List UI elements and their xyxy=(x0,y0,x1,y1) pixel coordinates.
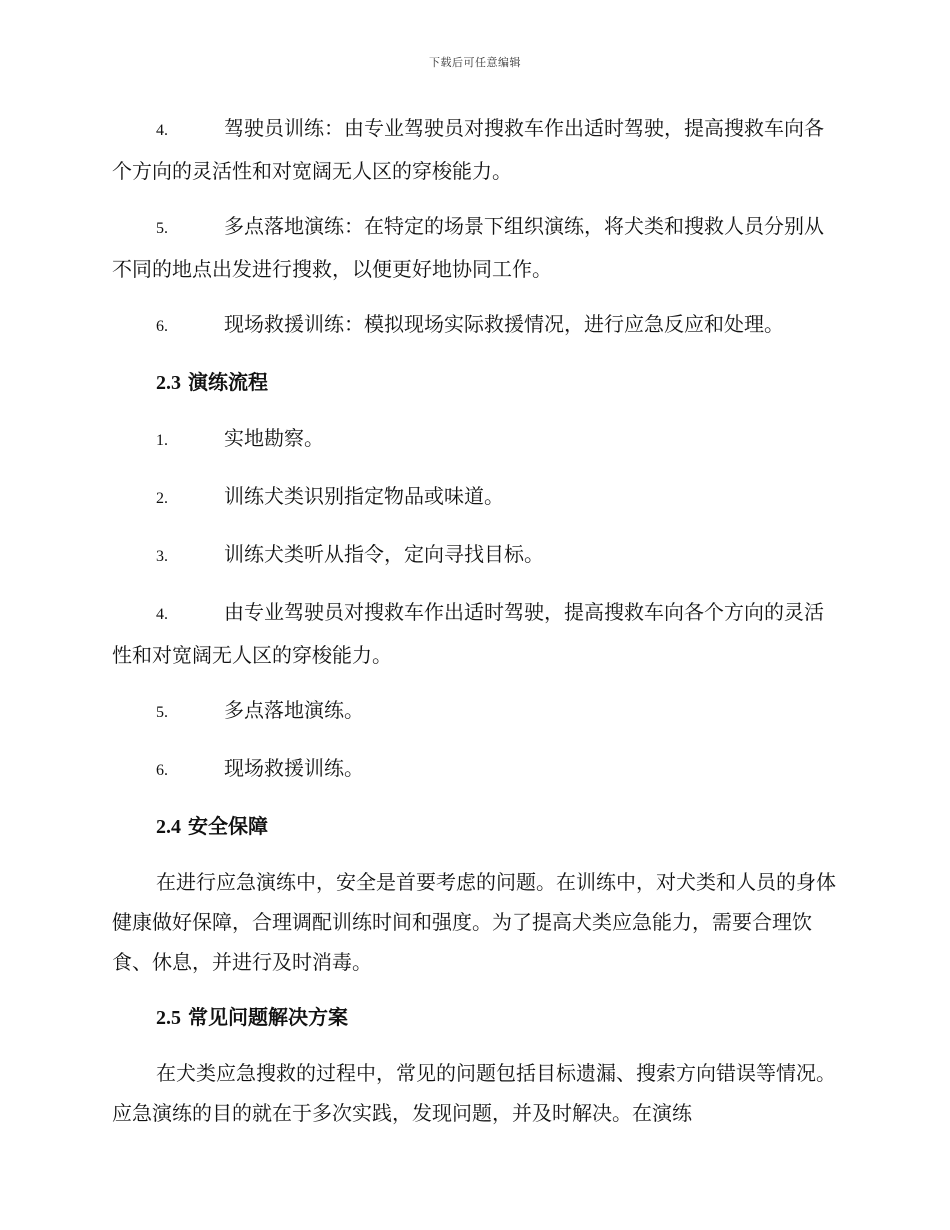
paragraph: 在犬类应急搜救的过程中，常见的问题包括目标遗漏、搜索方向错误等情况。应急演练的目的就在于多次实践，发现问题，并及时解决。在演练 xyxy=(112,1061,836,1125)
list-number: 1. xyxy=(156,432,168,449)
list-item xyxy=(112,476,837,519)
list-number: 3. xyxy=(156,548,168,565)
section-title: 演练流程 xyxy=(187,370,268,394)
page-header: 下载后可任意编辑 xyxy=(429,56,521,69)
list-text: 训练犬类听从指令，定向寻找目标。 xyxy=(224,542,544,566)
section-title: 安全保障 xyxy=(187,814,268,838)
list-item xyxy=(112,108,837,191)
paragraph: 在进行应急演练中，安全是首要考虑的问题。在训练中，对犬类和人员的身体健康做好保障，合理调配训练时间和强度。为了提高犬类应急能力，需要合理饮食、休息，并进行及时消毒。 xyxy=(112,870,836,974)
list-text: 多点落地演练：在特定的场景下组织演练，将犬类和搜救人员分别从不同的地点出发进行搜救，以便更好地协同工作。 xyxy=(112,214,824,281)
list-item xyxy=(112,748,837,791)
list-number: 4. xyxy=(156,122,168,139)
list-item xyxy=(112,690,837,733)
list-number: 6. xyxy=(156,762,168,779)
list-text: 多点落地演练。 xyxy=(224,698,364,722)
list-text: 由专业驾驶员对搜救车作出适时驾驶，提高搜救车向各个方向的灵活性和对宽阔无人区的穿梭能力。 xyxy=(112,600,824,667)
list-text: 现场救援训练。 xyxy=(224,756,364,780)
list-number: 2. xyxy=(156,490,168,507)
section-number: 2.5 xyxy=(156,1007,181,1029)
list-number: 4. xyxy=(156,606,168,623)
list-number: 6. xyxy=(156,318,168,335)
list-item xyxy=(112,534,837,577)
list-item xyxy=(112,592,837,675)
list-item xyxy=(112,418,837,461)
list-text: 驾驶员训练：由专业驾驶员对搜救车作出适时驾驶，提高搜救车向各个方向的灵活性和对宽阔无人区的穿梭能力。 xyxy=(112,116,824,183)
section-heading-2-3 xyxy=(112,362,837,403)
list-text: 训练犬类识别指定物品或味道。 xyxy=(224,484,504,508)
list-text: 实地勘察。 xyxy=(224,426,324,450)
list-text: 现场救援训练：模拟现场实际救援情况，进行应急反应和处理。 xyxy=(224,312,784,336)
list-item xyxy=(112,304,837,347)
section-heading-2-4 xyxy=(112,806,837,847)
section-title: 常见问题解决方案 xyxy=(187,1005,348,1029)
document-body xyxy=(112,108,837,1148)
list-number: 5. xyxy=(156,220,168,237)
section-number: 2.4 xyxy=(156,816,181,838)
section-heading-2-5 xyxy=(112,997,837,1038)
list-item xyxy=(112,206,837,289)
list-number: 5. xyxy=(156,704,168,721)
section-number: 2.3 xyxy=(156,372,181,394)
